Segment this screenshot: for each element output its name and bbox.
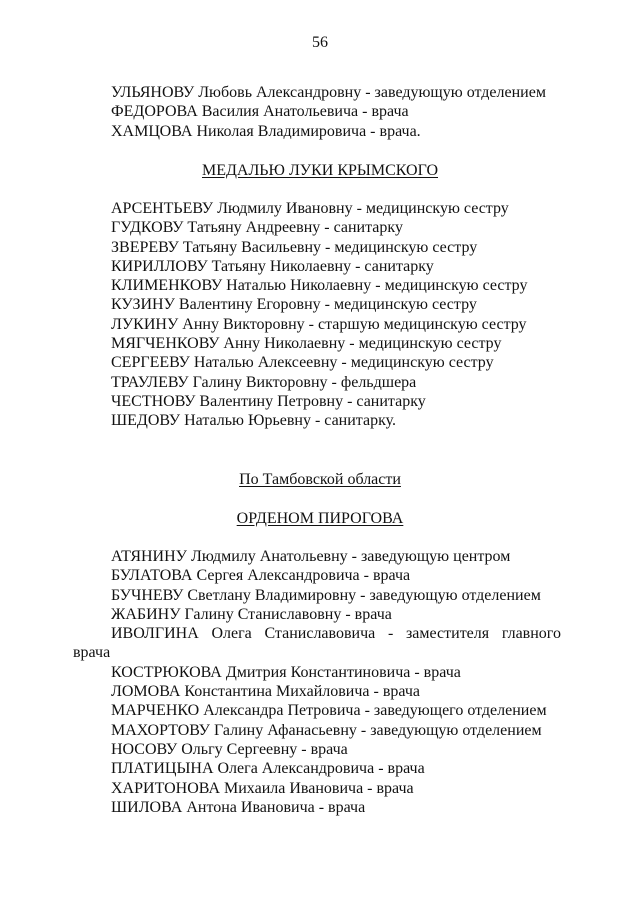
section-heading-pirogov-order (0, 509, 640, 528)
list-item: ЗВЕРЕВУ Татьяну Васильевну - медицинскую сестру (111, 238, 478, 256)
list-item: НОСОВУ Ольгу Сергеевну - врача (111, 740, 348, 758)
list-item: КИРИЛЛОВУ Татьяну Николаевну - санитарку (111, 257, 434, 275)
word: главного (501, 625, 561, 643)
word: - (387, 625, 394, 643)
word: ИВОЛГИНА (111, 625, 199, 643)
list-item: ЧЕСТНОВУ Валентину Петровну - санитарку (111, 392, 426, 410)
list-item-wrapped (111, 624, 561, 643)
list-item: ХАРИТОНОВА Михаила Ивановича - врача (111, 779, 414, 797)
list-item: МАХОРТОВУ Галину Афанасьевну - заведующую отделением (111, 721, 542, 739)
region-heading-text: По Тамбовской области (239, 471, 401, 488)
list-item: СЕРГЕЕВУ Наталью Алексеевну - медицинскую сестру (111, 354, 494, 372)
list-item: АРСЕНТЬЕВУ Людмилу Ивановну - медицинскую сестру (111, 200, 509, 217)
list-item: ЖАБИНУ Галину Станиславовну - врача (111, 605, 392, 623)
word: Станиславовича (264, 625, 376, 643)
list-item: БУЛАТОВА Сергея Александровича - врача (111, 567, 411, 585)
word: Олега (211, 625, 252, 643)
list-item: ГУДКОВУ Татьяну Андреевну - санитарку (111, 219, 403, 237)
list-item: ШЕДОВУ Наталью Юрьевну - санитарку. (111, 412, 397, 430)
list-item: МАРЧЕНКО Александра Петровича - заведующего отделением (111, 702, 547, 720)
list-item: ФЕДОРОВА Василия Анатольевича - врача (111, 103, 409, 121)
list-item: АТЯНИНУ Людмилу Анатольевну - заведующую центром (111, 548, 511, 565)
award-list-continued (111, 83, 561, 141)
section-heading-text: ОРДЕНОМ ПИРОГОВА (236, 510, 404, 527)
list-item: УЛЬЯНОВУ Любовь Александровну - заведующую отделением (111, 84, 546, 101)
list-item: ШИЛОВА Антона Ивановича - врача (111, 798, 366, 816)
list-item: КЛИМЕНКОВУ Наталью Николаевну - медицинскую сестру (111, 277, 528, 295)
list-item: МЯГЧЕНКОВУ Анну Николаевну - медицинскую сестру (111, 335, 502, 353)
list-item: ЛУКИНУ Анну Викторовну - старшую медицинскую сестру (111, 315, 527, 333)
list-item: ХАМЦОВА Николая Владимировича - врача. (111, 122, 421, 140)
word: заместителя (405, 625, 490, 643)
section-heading-luka-medal (0, 161, 640, 180)
section-heading-text: МЕДАЛЬЮ ЛУКИ КРЫМСКОГО (201, 162, 438, 179)
region-heading (0, 470, 640, 489)
list-item: КУЗИНУ Валентину Егоровну - медицинскую сестру (111, 296, 477, 314)
list-item: ЛОМОВА Константина Михайловича - врача (111, 683, 420, 701)
award-list-pirogov-order (73, 547, 561, 817)
award-list-luka-medal (111, 199, 561, 431)
list-item: БУЧНЕВУ Светлану Владимировну - заведующую отделением (111, 586, 541, 604)
list-item: ТРАУЛЕВУ Галину Викторовну - фельдшера (111, 373, 417, 391)
list-item-continuation: врача (73, 644, 111, 662)
list-item: КОСТРЮКОВА Дмитрия Константиновича - врача (111, 663, 461, 681)
list-item: ПЛАТИЦЫНА Олега Александровича - врача (111, 760, 425, 778)
page-number: 56 (312, 34, 328, 51)
